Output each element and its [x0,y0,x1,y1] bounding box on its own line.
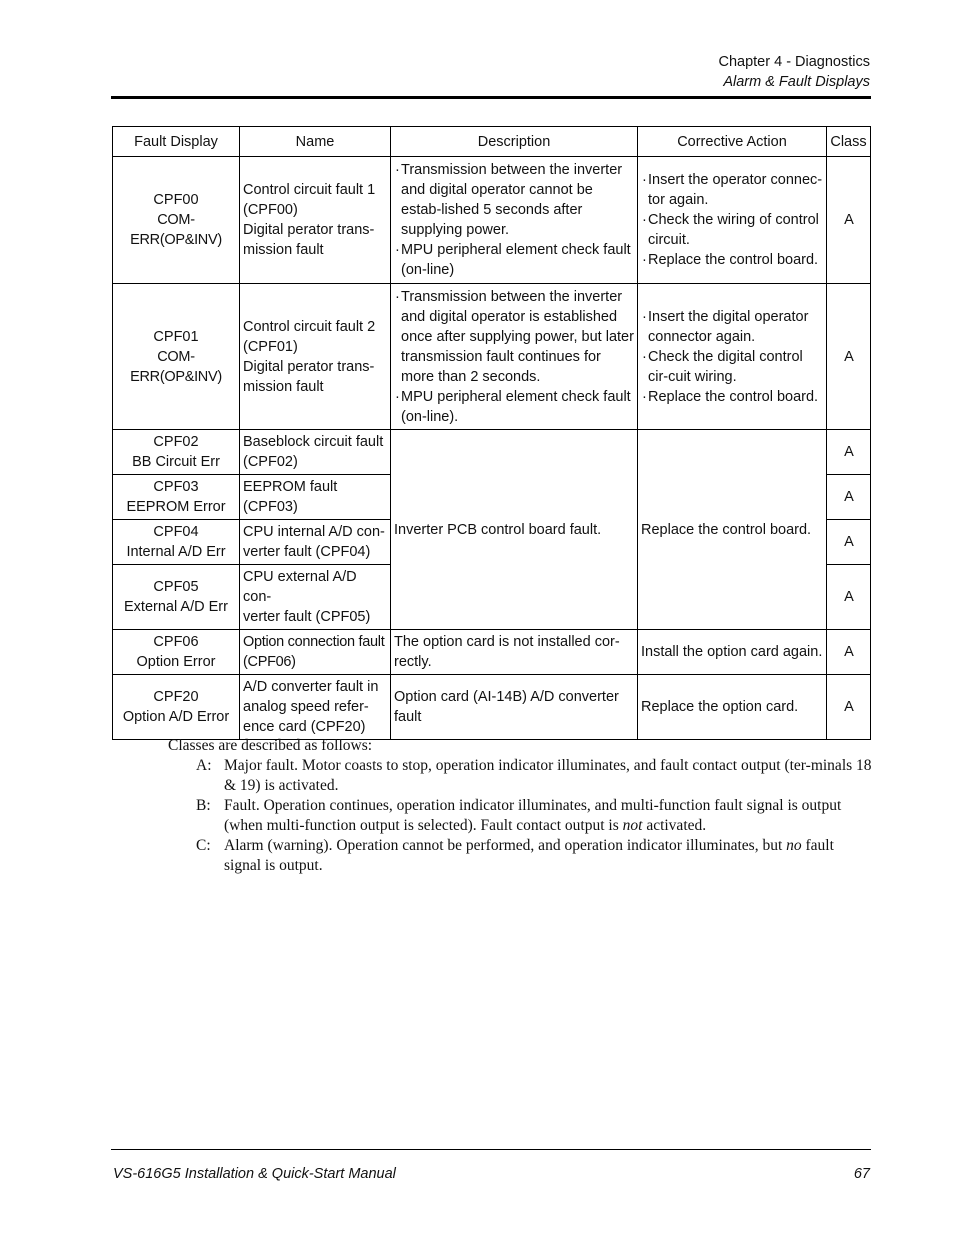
fault-display-cell [113,565,240,630]
fault-code: CPF00 [153,192,199,208]
fault-display-text: BB Circuit Err [132,454,220,470]
name-line: verter fault (CPF05) [243,609,371,625]
name-line: A/D converter fault in [243,679,379,695]
note-item [168,796,872,836]
name-line: analog speed refer- [243,699,369,715]
note-item [168,756,872,796]
fault-code: CPF02 [153,434,199,450]
name-line: Digital perator trans- [243,222,375,238]
name-line: (CPF00) [243,202,298,218]
class-cell: A [827,630,871,675]
action-bullet: · Replace the control board. [641,387,824,407]
note-text: Major fault. Motor coasts to stop, operation indicator illuminates, and fault contact output (ter-minals 18 & 19) is activated. [224,757,872,794]
column-header: Fault Display [113,127,240,157]
fault-display-cell [113,157,240,284]
fault-name-cell [240,630,391,675]
name-line: Digital perator trans- [243,358,375,375]
section-title: Alarm & Fault Displays [723,74,870,90]
fault-display-cell [113,675,240,740]
fault-display-text: External A/D Err [124,599,228,615]
note-emphasis: no [786,837,802,854]
class-cell: A [827,675,871,740]
description-bullet: · Transmission between the inverter and digital operator is established once after supplying power, but later transmission fault continues for more than 2 seconds. [394,287,635,387]
class-cell: A [827,475,871,520]
description-bullet: · MPU peripheral element check fault (on-line) [394,240,635,280]
description-line: fault [394,709,422,725]
table-row [113,630,871,675]
note-text: Fault. Operation continues, operation indicator illuminates, and multi-function fault signal is output (when multi-function output is selected). Fault contact output is [224,797,842,834]
name-line: mission fault [243,378,324,395]
fault-code: CPF20 [153,689,199,705]
action-bullet: · Insert the digital operator connector again. [641,307,824,347]
fault-display-text: EEPROM Error [126,499,226,515]
name-line: ence card (CPF20) [243,719,366,735]
note-label: B: [196,797,211,814]
note-text: fault signal is output. [224,837,834,874]
fault-name-cell [240,475,391,520]
class-cell: A [827,520,871,565]
fault-name-cell [240,520,391,565]
fault-name-cell [240,430,391,475]
note-label: A: [196,757,212,774]
fault-name-cell [240,284,391,430]
action-bullet: · Insert the operator connec-tor again. [641,170,824,210]
name-line: (CPF03) [243,499,298,515]
fault-code: CPF03 [153,479,199,495]
name-line: Control circuit fault 2 [243,318,376,335]
name-line: (CPF06) [243,654,296,670]
name-line: CPU external A/D con- [243,569,357,605]
fault-code: CPF05 [153,579,199,595]
chapter-title: Chapter 4 - Diagnostics [718,54,870,70]
description-line: rectly. [394,654,432,670]
table-row [113,284,871,430]
fault-code: CPF06 [153,634,199,650]
class-notes [168,736,872,876]
fault-display-text: COM-ERR(OP&INV) [130,348,222,385]
corrective-action-cell: Replace the option card. [638,675,827,740]
column-header: Corrective Action [638,127,827,157]
fault-display-cell [113,475,240,520]
column-header: Name [240,127,391,157]
fault-display-text: Option Error [136,654,216,670]
name-line: CPU internal A/D con- [243,524,385,540]
action-bullet: · Check the digital control cir-cuit wiring. [641,347,824,387]
description-bullet: · Transmission between the inverter and digital operator cannot be estab-lished 5 seconds after supplying power. [394,160,635,240]
fault-display-cell [113,284,240,430]
name-line: Option connection fault [243,634,385,650]
table-row [113,675,871,740]
action-bullet: · Check the wiring of control circuit. [641,210,824,250]
description-line: Option card (AI-14B) A/D converter [394,689,619,705]
corrective-action-cell [638,284,827,430]
table-row [113,157,871,284]
name-line: EEPROM fault [243,479,338,495]
description-cell [391,284,638,430]
header-rule [111,96,871,99]
name-line: mission fault [243,242,324,258]
note-label: C: [196,837,211,854]
table-row [113,430,871,475]
fault-name-cell [240,675,391,740]
corrective-action-cell: Replace the control board. [638,430,827,630]
fault-display-cell [113,630,240,675]
fault-display-text: COM-ERR(OP&INV) [130,212,222,248]
fault-name-cell [240,157,391,284]
column-header: Description [391,127,638,157]
class-cell: A [827,430,871,475]
description-bullet: · MPU peripheral element check fault (on-line). [394,387,635,427]
description-cell [391,630,638,675]
corrective-action-cell [638,157,827,284]
name-line: Control circuit fault 1 [243,182,376,198]
action-bullet: · Replace the control board. [641,250,824,270]
class-cell: A [827,157,871,284]
name-line: Baseblock circuit fault [243,434,384,450]
name-line: (CPF02) [243,454,298,470]
name-line: (CPF01) [243,338,298,355]
description-cell [391,157,638,284]
fault-code: CPF04 [153,524,199,540]
note-text: Alarm (warning). Operation cannot be performed, and operation indicator illuminates, but [224,837,787,854]
column-header: Class [827,127,871,157]
notes-intro: Classes are described as follows: [168,737,373,754]
page-header [718,52,870,92]
corrective-action-cell: Install the option card again. [638,630,827,675]
fault-display-cell [113,520,240,565]
note-text: activated. [642,817,707,834]
fault-table [112,126,871,740]
class-cell: A [827,284,871,430]
fault-display-cell [113,430,240,475]
fault-display-text: Internal A/D Err [126,544,226,560]
class-cell: A [827,565,871,630]
fault-display-text: Option A/D Error [122,709,230,725]
table-header-row [113,127,871,157]
fault-name-cell [240,565,391,630]
description-line: The option card is not installed cor- [394,634,620,650]
fault-code: CPF01 [153,328,199,345]
page-number: 67 [853,1166,870,1182]
description-cell: Inverter PCB control board fault. [391,430,638,630]
description-cell [391,675,638,740]
note-emphasis: not [622,817,643,834]
name-line: verter fault (CPF04) [243,544,371,560]
note-item [168,836,872,876]
footer-rule [111,1149,871,1150]
manual-title: VS-616G5 Installation & Quick-Start Manual [113,1166,396,1182]
